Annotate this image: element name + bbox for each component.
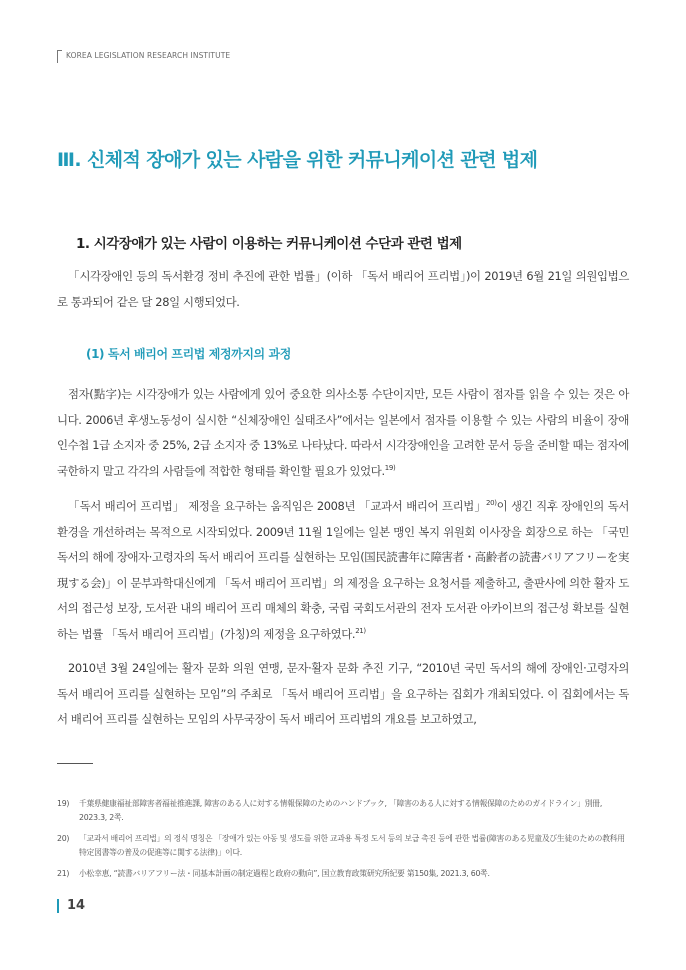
paragraph-text: [57, 382, 629, 484]
footnote-number: 19): [57, 799, 70, 808]
bracket-mark: [57, 50, 62, 63]
intro-paragraph: [57, 264, 629, 315]
intro-text: 「시각장애인 등의 독서환경 정비 추진에 관한 법률」(이하 「독서 배리어 프리법」)이 2019년 6월 21일 의원입법으로 통과되어 같은 달 28일 시행되었다.: [57, 269, 629, 309]
page-number-text: 14: [67, 898, 86, 913]
chapter-title: Ⅲ. 신체적 장애가 있는 사람을 위한 커뮤니케이션 관련 법제: [57, 149, 538, 171]
footnote-number: 21): [57, 869, 70, 878]
footnote-ref-19: 19): [384, 463, 396, 472]
subsection-title: (1) 독서 배리어 프리법 제정까지의 과정: [86, 347, 291, 361]
page-number: [57, 898, 85, 913]
footnote-number: 20): [57, 834, 70, 843]
footnote-ref-21: 21): [355, 626, 366, 635]
footnote-divider: [57, 763, 93, 764]
footnote-text: 「교과서 배리어 프리법」의 정식 명칭은 「장애가 있는 아동 및 생도를 위한 교과용 특정 도서 등의 보급 촉진 등에 관한 법률(障害のある児童及び生徒のための教科用特定図書等の普及の促進等に関する法律)」이다.: [79, 834, 625, 857]
footnote-20: [57, 832, 629, 860]
paragraph-text-1: 점자(點字)는 시각장애가 있는 사람에게 있어 중요한 의사소통 수단이지만, 모든 사람이 점자를 읽을 수 있는 것은 아니다. 2006년 후생노동성이 실시한 “신체장애인 실태조사”에서는 일본에서 점자를 이용할 수 있는 사람의 비율이 장애인수첩 1급 소지자 중 25%, 2급 소지자 중 13%로 나타났다. 따라서 시각장애인을 고려한 문서 등을 준비할 때는 점자에 국한하지 말고 각각의 사람들에 적합한 형태를 확인할 필요가 있었다.: [57, 387, 629, 478]
footnote-19: [57, 797, 629, 825]
running-header: [57, 49, 230, 62]
body-paragraph-3: [57, 656, 629, 733]
footnote-text: 千葉県健康福祉部障害者福祉推進課, 障害のある人に対する情報保障のためのハンドブック, 「障害のある人に対する情報保障のためのガイドライン」別冊, 2023.3, 2쪽.: [79, 799, 603, 822]
running-title: KOREA LEGISLATION RESEARCH INSTITUTE: [66, 51, 231, 60]
paragraph-text-2b: 이 생긴 직후 장애인의 독서환경을 개선하려는 목적으로 시작되었다. 2009년 11월 1일에는 일본 맹인 복지 위원회 이사장을 회장으로 하는 「국민 독서의 해에 장애자·고령자의 독서 배리어 프리를 실현하는 모임(国民読書年に障害者・高齢者の読書バリアフリーを実現する会)」이 문부과학대신에게 「독서 배리어 프리법」의 제정을 요구하는 요청서를 제출하고, 출판사에 의한 활자 도서의 접근성 보장, 도서관 내의 배리어 프리 매체의 확충, 국립 국회도서관의 전자 도서관 아카이브의 접근성 확보를 실현하는 법률 「독서 배리어 프리법」(가칭)의 제정을 요구하였다.: [57, 499, 629, 641]
paragraph-text-3: 2010년 3월 24일에는 활자 문화 의원 연맹, 문자·활자 문화 추진 기구, “2010년 국민 독서의 해에 장애인·고령자의 독서 배리어 프리를 실현하는 모임”의 주최로 「독서 배리어 프리법」을 요구하는 집회가 개최되었다. 이 집회에서는 독서 배리어 프리를 실현하는 모임의 사무국장이 독서 배리어 프리법의 개요를 보고하였고,: [57, 661, 629, 726]
paragraph-text: [57, 494, 629, 647]
section-title: 1. 시각장애가 있는 사람이 이용하는 커뮤니케이션 수단과 관련 법제: [76, 236, 462, 252]
footnote-21: [57, 867, 629, 881]
footnote-ref-20: 20): [486, 499, 497, 507]
body-paragraph-1: [57, 382, 629, 484]
page-number-bar: [57, 899, 59, 913]
paragraph-text-2a: 「독서 배리어 프리법」 제정을 요구하는 움직임은 2008년 「교과서 배리어 프리법」: [68, 499, 487, 513]
footnotes: [57, 797, 629, 888]
body-paragraph-2: [57, 494, 629, 647]
footnote-text: 小松幸恵, “読書バリアフリー法・同基本計画の制定過程と政府の動向”, 国立教育政策研究所紀要 第150集, 2021.3, 60쪽.: [79, 869, 490, 878]
